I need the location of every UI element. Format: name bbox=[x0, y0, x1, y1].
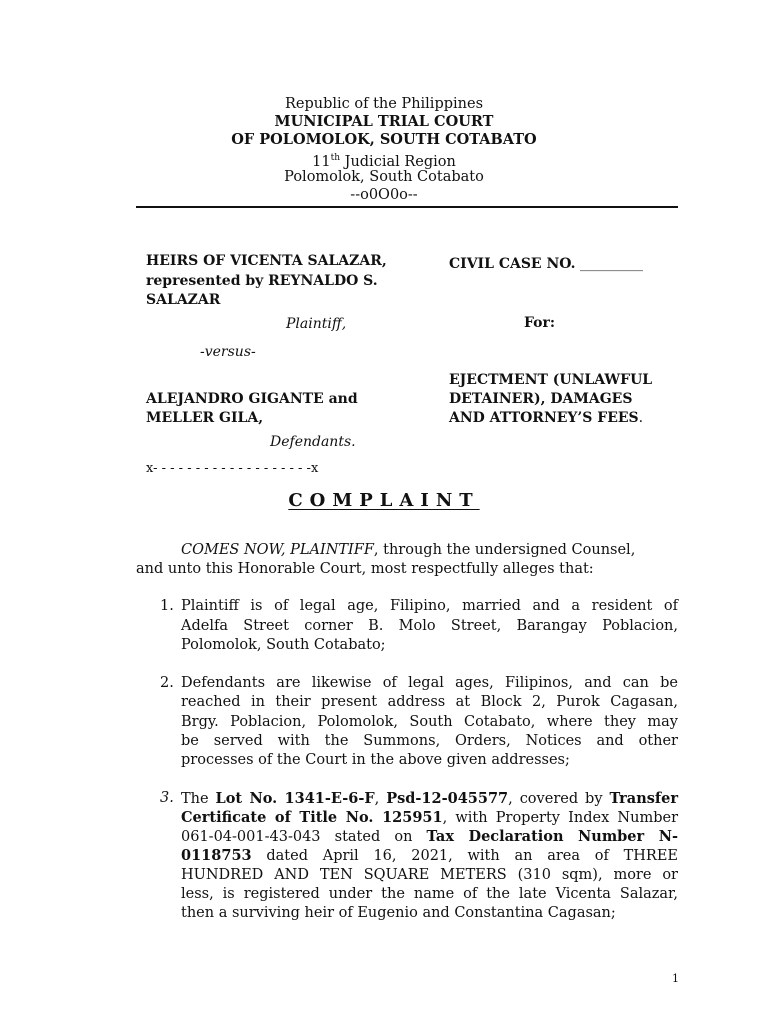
allegation-2-line3: Brgy. Poblacion, Polomolok, South Cotabato, where they may bbox=[181, 714, 678, 730]
caption-separator: x- - - - - - - - - - - - - - - - - - -x bbox=[146, 461, 319, 476]
intro-line1: COMES NOW, PLAINTIFF, through the undersigned Counsel, bbox=[181, 542, 636, 558]
header-court-location: OF POLOMOLOK, SOUTH COTABATO bbox=[231, 131, 537, 148]
intro-line2: and unto this Honorable Court, most respectfully alleges that: bbox=[136, 561, 594, 577]
header-region: 11th Judicial Region bbox=[312, 153, 456, 170]
defendant-name-line2: MELLER GILA, bbox=[146, 410, 264, 426]
plaintiff-name-line1: HEIRS OF VICENTA SALAZAR, bbox=[146, 253, 387, 269]
allegation-1-line3: Polomolok, South Cotabato; bbox=[181, 637, 386, 653]
for-label: For: bbox=[524, 315, 556, 331]
allegation-3-number: 3. bbox=[160, 790, 174, 806]
civil-case-number: CIVIL CASE NO. _________ bbox=[449, 256, 643, 272]
plaintiff-name-line3: SALAZAR bbox=[146, 292, 221, 308]
allegation-1-number: 1. bbox=[160, 598, 174, 614]
allegation-3-line6: less, is registered under the name of the late Vicenta Salazar, bbox=[181, 886, 678, 902]
allegation-2-line2: reached in their present address at Block 2, Purok Cagasan, bbox=[181, 694, 678, 710]
defendant-name-line1: ALEJANDRO GIGANTE and bbox=[146, 391, 358, 407]
header-ornament: --o0O0o-- bbox=[350, 187, 418, 203]
allegation-3-line5: HUNDRED AND TEN SQUARE METERS (310 sqm), more or bbox=[181, 867, 678, 883]
allegation-3-line4: 0118753 dated April 16, 2021, with an area of THREE bbox=[181, 847, 678, 864]
header-rule bbox=[136, 206, 678, 208]
allegation-2-line5: processes of the Court in the above given addresses; bbox=[181, 752, 570, 768]
allegation-2-number: 2. bbox=[160, 675, 174, 691]
versus-label: -versus- bbox=[200, 344, 256, 360]
allegation-3-line1: The Lot No. 1341-E-6-F, Psd-12-045577, covered by Transfer bbox=[181, 790, 679, 807]
defendant-role: Defendants. bbox=[270, 434, 356, 450]
plaintiff-role: Plaintiff, bbox=[286, 316, 347, 332]
case-nature-line1: EJECTMENT (UNLAWFUL bbox=[449, 372, 653, 388]
allegation-1-line2: Adelfa Street corner B. Molo Street, Barangay Poblacion, bbox=[181, 618, 678, 634]
case-nature-line3: AND ATTORNEY’S FEES. bbox=[449, 410, 644, 426]
allegation-1-line1: Plaintiff is of legal age, Filipino, married and a resident of bbox=[181, 598, 678, 614]
allegation-2-line1: Defendants are likewise of legal ages, Filipinos, and can be bbox=[181, 675, 678, 691]
allegation-3-line2: Certificate of Title No. 125951, with Property Index Number bbox=[181, 809, 678, 826]
header-city: Polomolok, South Cotabato bbox=[284, 169, 484, 185]
allegation-3-line7: then a surviving heir of Eugenio and Constantina Cagasan; bbox=[181, 905, 616, 921]
page-number: 1 bbox=[672, 972, 679, 985]
plaintiff-name-line2: represented by REYNALDO S. bbox=[146, 273, 378, 289]
allegation-3-line3: 061-04-001-43-043 stated on Tax Declaration Number N- bbox=[181, 828, 678, 845]
header-republic: Republic of the Philippines bbox=[284, 96, 484, 112]
document-title: COMPLAINT bbox=[288, 490, 480, 511]
case-nature-line2: DETAINER), DAMAGES bbox=[449, 391, 633, 407]
header-court: MUNICIPAL TRIAL COURT bbox=[274, 113, 494, 130]
allegation-2-line4: be served with the Summons, Orders, Notices and other bbox=[181, 733, 678, 749]
